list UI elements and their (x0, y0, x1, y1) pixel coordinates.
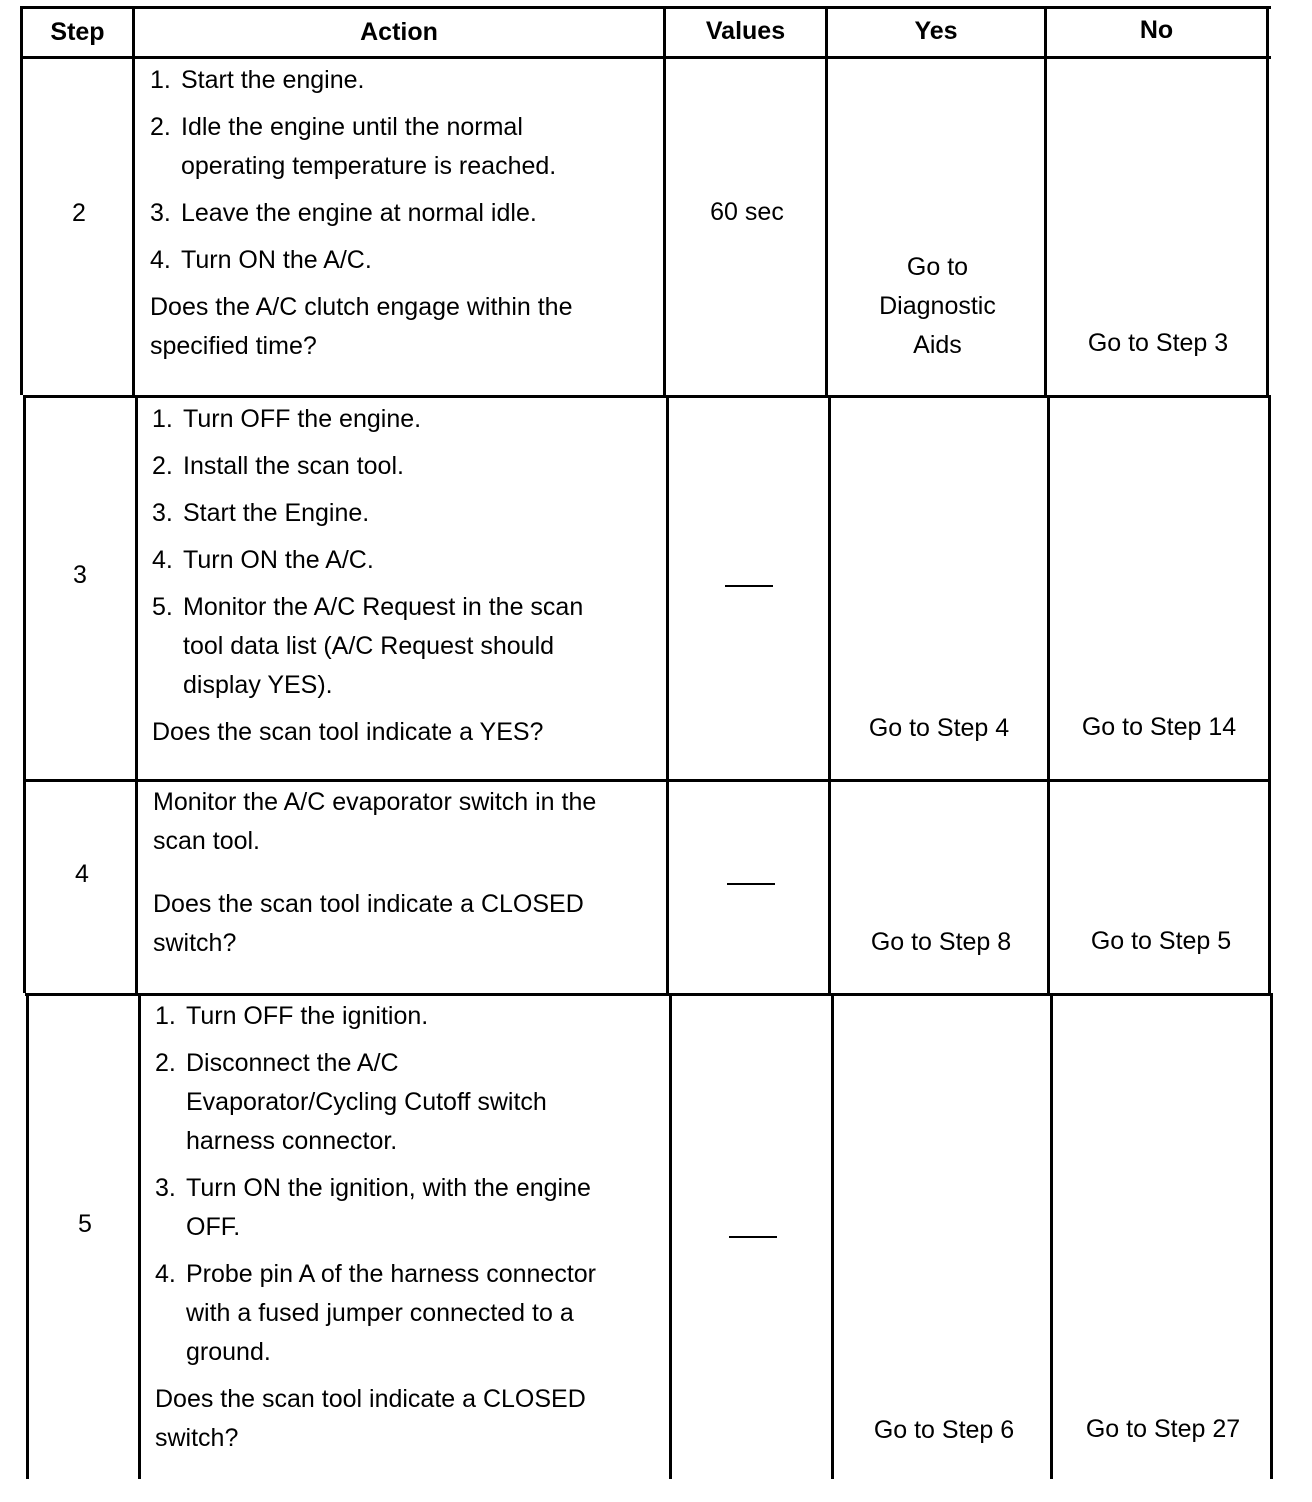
table-top-border (20, 6, 1271, 9)
list-item: 4. Probe pin A of the harness connector with a fused jumper connected to a ground. (155, 1260, 596, 1366)
col-left-border (20, 6, 23, 395)
col-action-values-divider-lower (666, 395, 669, 993)
col-action-values-divider-bottom (669, 993, 672, 1479)
list-item: 3. Leave the engine at normal idle. (150, 199, 537, 227)
yes-cell: Go to Step 6 (873, 1416, 1015, 1444)
list-item: 4. Turn ON the A/C. (150, 246, 372, 274)
action-list (155, 997, 596, 1458)
col-right-border-lower (1268, 395, 1271, 993)
col-left-border-bottom (26, 993, 29, 1479)
no-cell: Go to Step 27 (1085, 1415, 1241, 1443)
question: Does the scan tool indicate a CLOSED switch? (155, 1385, 586, 1452)
header-no: No (1139, 16, 1174, 44)
col-values-yes-divider-bottom (831, 993, 834, 1479)
step-number: 2 (72, 199, 86, 227)
question: Does the scan tool indicate a YES? (152, 718, 544, 746)
header-yes: Yes (914, 17, 958, 45)
header-bottom-border (20, 56, 1271, 59)
list-item: 3. Turn ON the ignition, with the engine OFF. (155, 1174, 591, 1241)
list-item: 5. Monitor the A/C Request in the scan tool data list (A/C Request should display YES). (152, 593, 584, 699)
step-number: 3 (73, 561, 87, 589)
list-item: 1. Start the engine. (150, 66, 365, 94)
row-4-bottom-border (25, 993, 1273, 996)
header-step: Step (50, 18, 105, 46)
action-list (152, 400, 583, 752)
list-item: 3. Start the Engine. (152, 499, 370, 527)
yes-cell: Go to Diagnostic Aids (879, 253, 996, 359)
list-item: 1. Turn OFF the ignition. (155, 1002, 429, 1030)
value-dash (727, 883, 775, 885)
col-right-border-bottom (1270, 993, 1273, 1479)
no-cell: Go to Step 3 (1087, 329, 1229, 357)
action-list (150, 61, 573, 366)
list-item: 1. Turn OFF the engine. (152, 405, 422, 433)
step-number: 5 (78, 1210, 92, 1238)
list-item: 2. Install the scan tool. (152, 452, 404, 480)
col-yes-no-divider-bottom (1050, 993, 1053, 1479)
action-block (153, 783, 596, 963)
value-cell: 60 sec (710, 198, 784, 226)
value-dash (725, 585, 773, 587)
step-number: 4 (75, 860, 89, 888)
question: Does the scan tool indicate a CLOSED switch? (153, 890, 584, 957)
header-values: Values (705, 17, 786, 45)
value-dash (729, 1236, 777, 1238)
yes-cell: Go to Step 8 (870, 928, 1012, 956)
intro: Monitor the A/C evaporator switch in the scan tool. (153, 788, 597, 855)
yes-cell: Go to Step 4 (868, 714, 1010, 742)
list-item: 2. Idle the engine until the normal operating temperature is reached. (150, 113, 557, 180)
col-left-border-lower (23, 395, 26, 993)
col-values-yes-divider-lower (828, 395, 831, 993)
no-cell: Go to Step 14 (1081, 713, 1237, 741)
list-item: 2. Disconnect the A/C Evaporator/Cycling Cutoff switch harness connector. (155, 1049, 547, 1155)
list-item: 4. Turn ON the A/C. (152, 546, 374, 574)
col-yes-no-divider-lower (1047, 395, 1050, 993)
no-cell: Go to Step 5 (1090, 927, 1232, 955)
row-3-bottom-border (23, 779, 1271, 782)
row-2-bottom-border (23, 395, 1271, 398)
header-action: Action (360, 18, 438, 46)
col-step-action-divider-lower (135, 395, 138, 993)
question: Does the A/C clutch engage within the specified time? (150, 293, 573, 360)
